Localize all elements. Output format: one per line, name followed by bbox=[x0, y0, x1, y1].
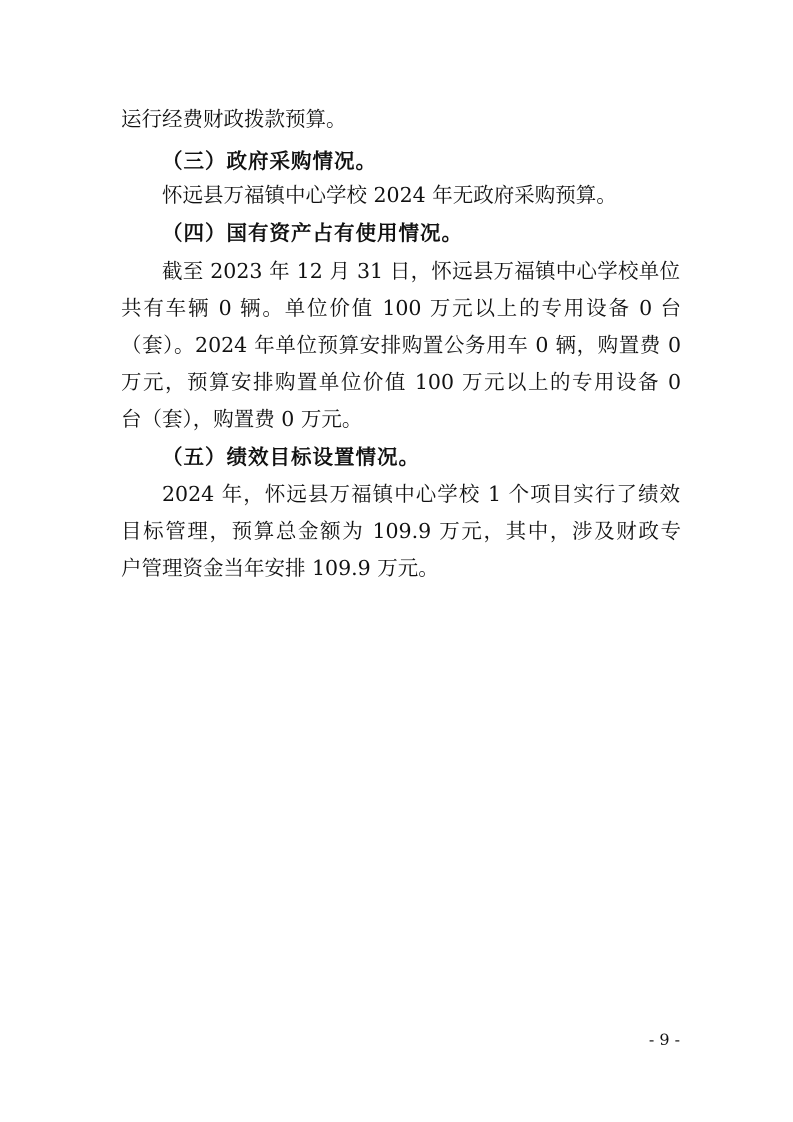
text-line-9: 台（套），购置费 0 万元。 bbox=[121, 407, 363, 431]
text-line-7: （套）。2024 年单位预算安排购置公务用车 0 辆，购置费 0 bbox=[121, 333, 681, 357]
page-number: - 9 - bbox=[648, 1030, 680, 1049]
text-line-11: 2024 年，怀远县万福镇中心学校 1 个项目实行了绩效 bbox=[162, 482, 680, 506]
text-line-8: 万元，预算安排购置单位价值 100 万元以上的专用设备 0 bbox=[121, 370, 681, 394]
text-line-12: 目标管理，预算总金额为 109.9 万元，其中，涉及财政专 bbox=[121, 519, 681, 543]
section-heading-assets: （四）国有资产占有使用情况。 bbox=[162, 221, 463, 245]
text-line-3: 怀远县万福镇中心学校 2024 年无政府采购预算。 bbox=[162, 183, 617, 207]
text-line-6: 共有车辆 0 辆。单位价值 100 万元以上的专用设备 0 台 bbox=[121, 296, 681, 320]
section-heading-performance: （五）绩效目标设置情况。 bbox=[162, 445, 420, 469]
text-line-13: 户管理资金当年安排 109.9 万元。 bbox=[121, 556, 439, 580]
text-line-1: 运行经费财政拨款预算。 bbox=[121, 107, 347, 131]
text-line-5: 截至 2023 年 12 月 31 日，怀远县万福镇中心学校单位 bbox=[162, 259, 680, 283]
section-heading-procurement: （三）政府采购情况。 bbox=[162, 149, 377, 173]
